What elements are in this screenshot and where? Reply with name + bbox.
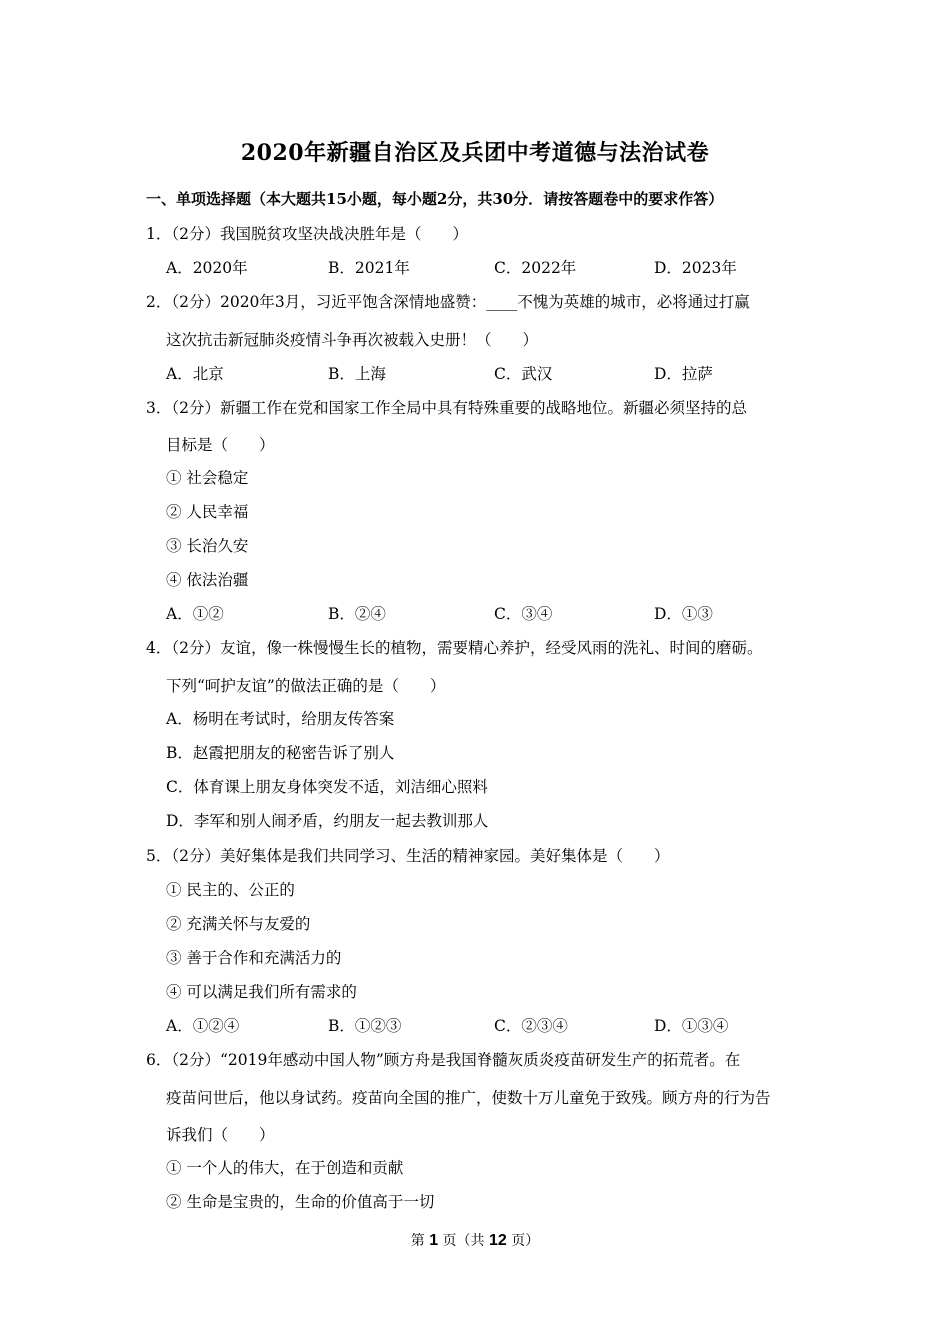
q3-option-c: C．③④ xyxy=(494,605,553,623)
q5-option-c: C．②③④ xyxy=(494,1017,568,1035)
q2-option-b: B．上海 xyxy=(328,365,386,383)
q1-option-b: B．2021年 xyxy=(328,259,410,277)
q3-option-a: A．①② xyxy=(166,605,224,623)
q3-item-2: ② 人民幸福 xyxy=(166,503,249,521)
q3-option-b: B．②④ xyxy=(328,605,386,623)
question-4-stem-line1: 4．（2分）友谊，像一株慢慢生长的植物，需要精心养护，经受风雨的洗礼、时间的磨砺。 xyxy=(146,639,763,657)
footer-prefix: 第 xyxy=(410,1233,425,1249)
q5-item-4: ④ 可以满足我们所有需求的 xyxy=(166,983,357,1001)
q1-option-a: A．2020年 xyxy=(166,259,248,277)
current-page-number: 1 xyxy=(429,1232,439,1249)
q2-option-c: C．武汉 xyxy=(494,365,553,383)
q4-option-b: B．赵霞把朋友的秘密告诉了别人 xyxy=(166,744,395,762)
section-heading: 一、单项选择题（本大题共15小题，每小题2分，共30分．请按答题卷中的要求作答） xyxy=(146,190,724,208)
question-5-stem: 5．（2分）美好集体是我们共同学习、生活的精神家园。美好集体是（ ） xyxy=(146,847,670,865)
q4-option-d: D．李军和别人闹矛盾，约朋友一起去教训那人 xyxy=(166,812,489,830)
question-3-stem-line2: 目标是（ ） xyxy=(166,436,275,454)
q6-item-2: ② 生命是宝贵的，生命的价值高于一切 xyxy=(166,1193,435,1211)
q3-item-1: ① 社会稳定 xyxy=(166,469,249,487)
q3-option-d: D．①③ xyxy=(654,605,713,623)
page-footer xyxy=(0,1230,950,1250)
q2-option-d: D．拉萨 xyxy=(654,365,713,383)
q5-item-3: ③ 善于合作和充满活力的 xyxy=(166,949,342,967)
q5-option-a: A．①②④ xyxy=(166,1017,240,1035)
question-4-stem-line2: 下列“呵护友谊”的做法正确的是（ ） xyxy=(166,677,446,695)
q5-option-d: D．①③④ xyxy=(654,1017,729,1035)
question-6-stem-line2: 疫苗问世后，他以身试药。疫苗向全国的推广，使数十万儿童免于致残。顾方舟的行为告 xyxy=(166,1089,771,1107)
footer-suffix: 页） xyxy=(511,1233,540,1249)
q2-option-a: A．北京 xyxy=(166,365,224,383)
q1-option-c: C．2022年 xyxy=(494,259,577,277)
page-title: 2020年新疆自治区及兵团中考道德与法治试卷 xyxy=(240,140,710,166)
question-6-stem-line1: 6．（2分）“2019年感动中国人物”顾方舟是我国脊髓灰质炎疫苗研发生产的拓荒者。在 xyxy=(146,1051,741,1069)
question-2-stem-line1: 2．（2分）2020年3月，习近平饱含深情地盛赞：____不愧为英雄的城市，必将通过打赢 xyxy=(146,293,750,311)
q3-item-4: ④ 依法治疆 xyxy=(166,571,249,589)
q5-item-1: ① 民主的、公正的 xyxy=(166,881,295,899)
question-1-stem: 1．（2分）我国脱贫攻坚决战决胜年是（ ） xyxy=(146,225,468,243)
q1-option-d: D．2023年 xyxy=(654,259,737,277)
q3-item-3: ③ 长治久安 xyxy=(166,537,249,555)
q4-option-c: C．体育课上朋友身体突发不适，刘洁细心照料 xyxy=(166,778,488,796)
footer-middle: 页（共 xyxy=(442,1233,485,1249)
total-page-number: 12 xyxy=(489,1232,507,1249)
q5-item-2: ② 充满关怀与友爱的 xyxy=(166,915,311,933)
q6-item-1: ① 一个人的伟大，在于创造和贡献 xyxy=(166,1159,404,1177)
question-6-stem-line3: 诉我们（ ） xyxy=(166,1126,275,1144)
q5-option-b: B．①②③ xyxy=(328,1017,402,1035)
question-2-stem-line2: 这次抗击新冠肺炎疫情斗争再次被载入史册！（ ） xyxy=(166,331,539,349)
question-3-stem-line1: 3．（2分）新疆工作在党和国家工作全局中具有特殊重要的战略地位。新疆必须坚持的总 xyxy=(146,399,747,417)
q4-option-a: A．杨明在考试时，给朋友传答案 xyxy=(166,710,395,728)
